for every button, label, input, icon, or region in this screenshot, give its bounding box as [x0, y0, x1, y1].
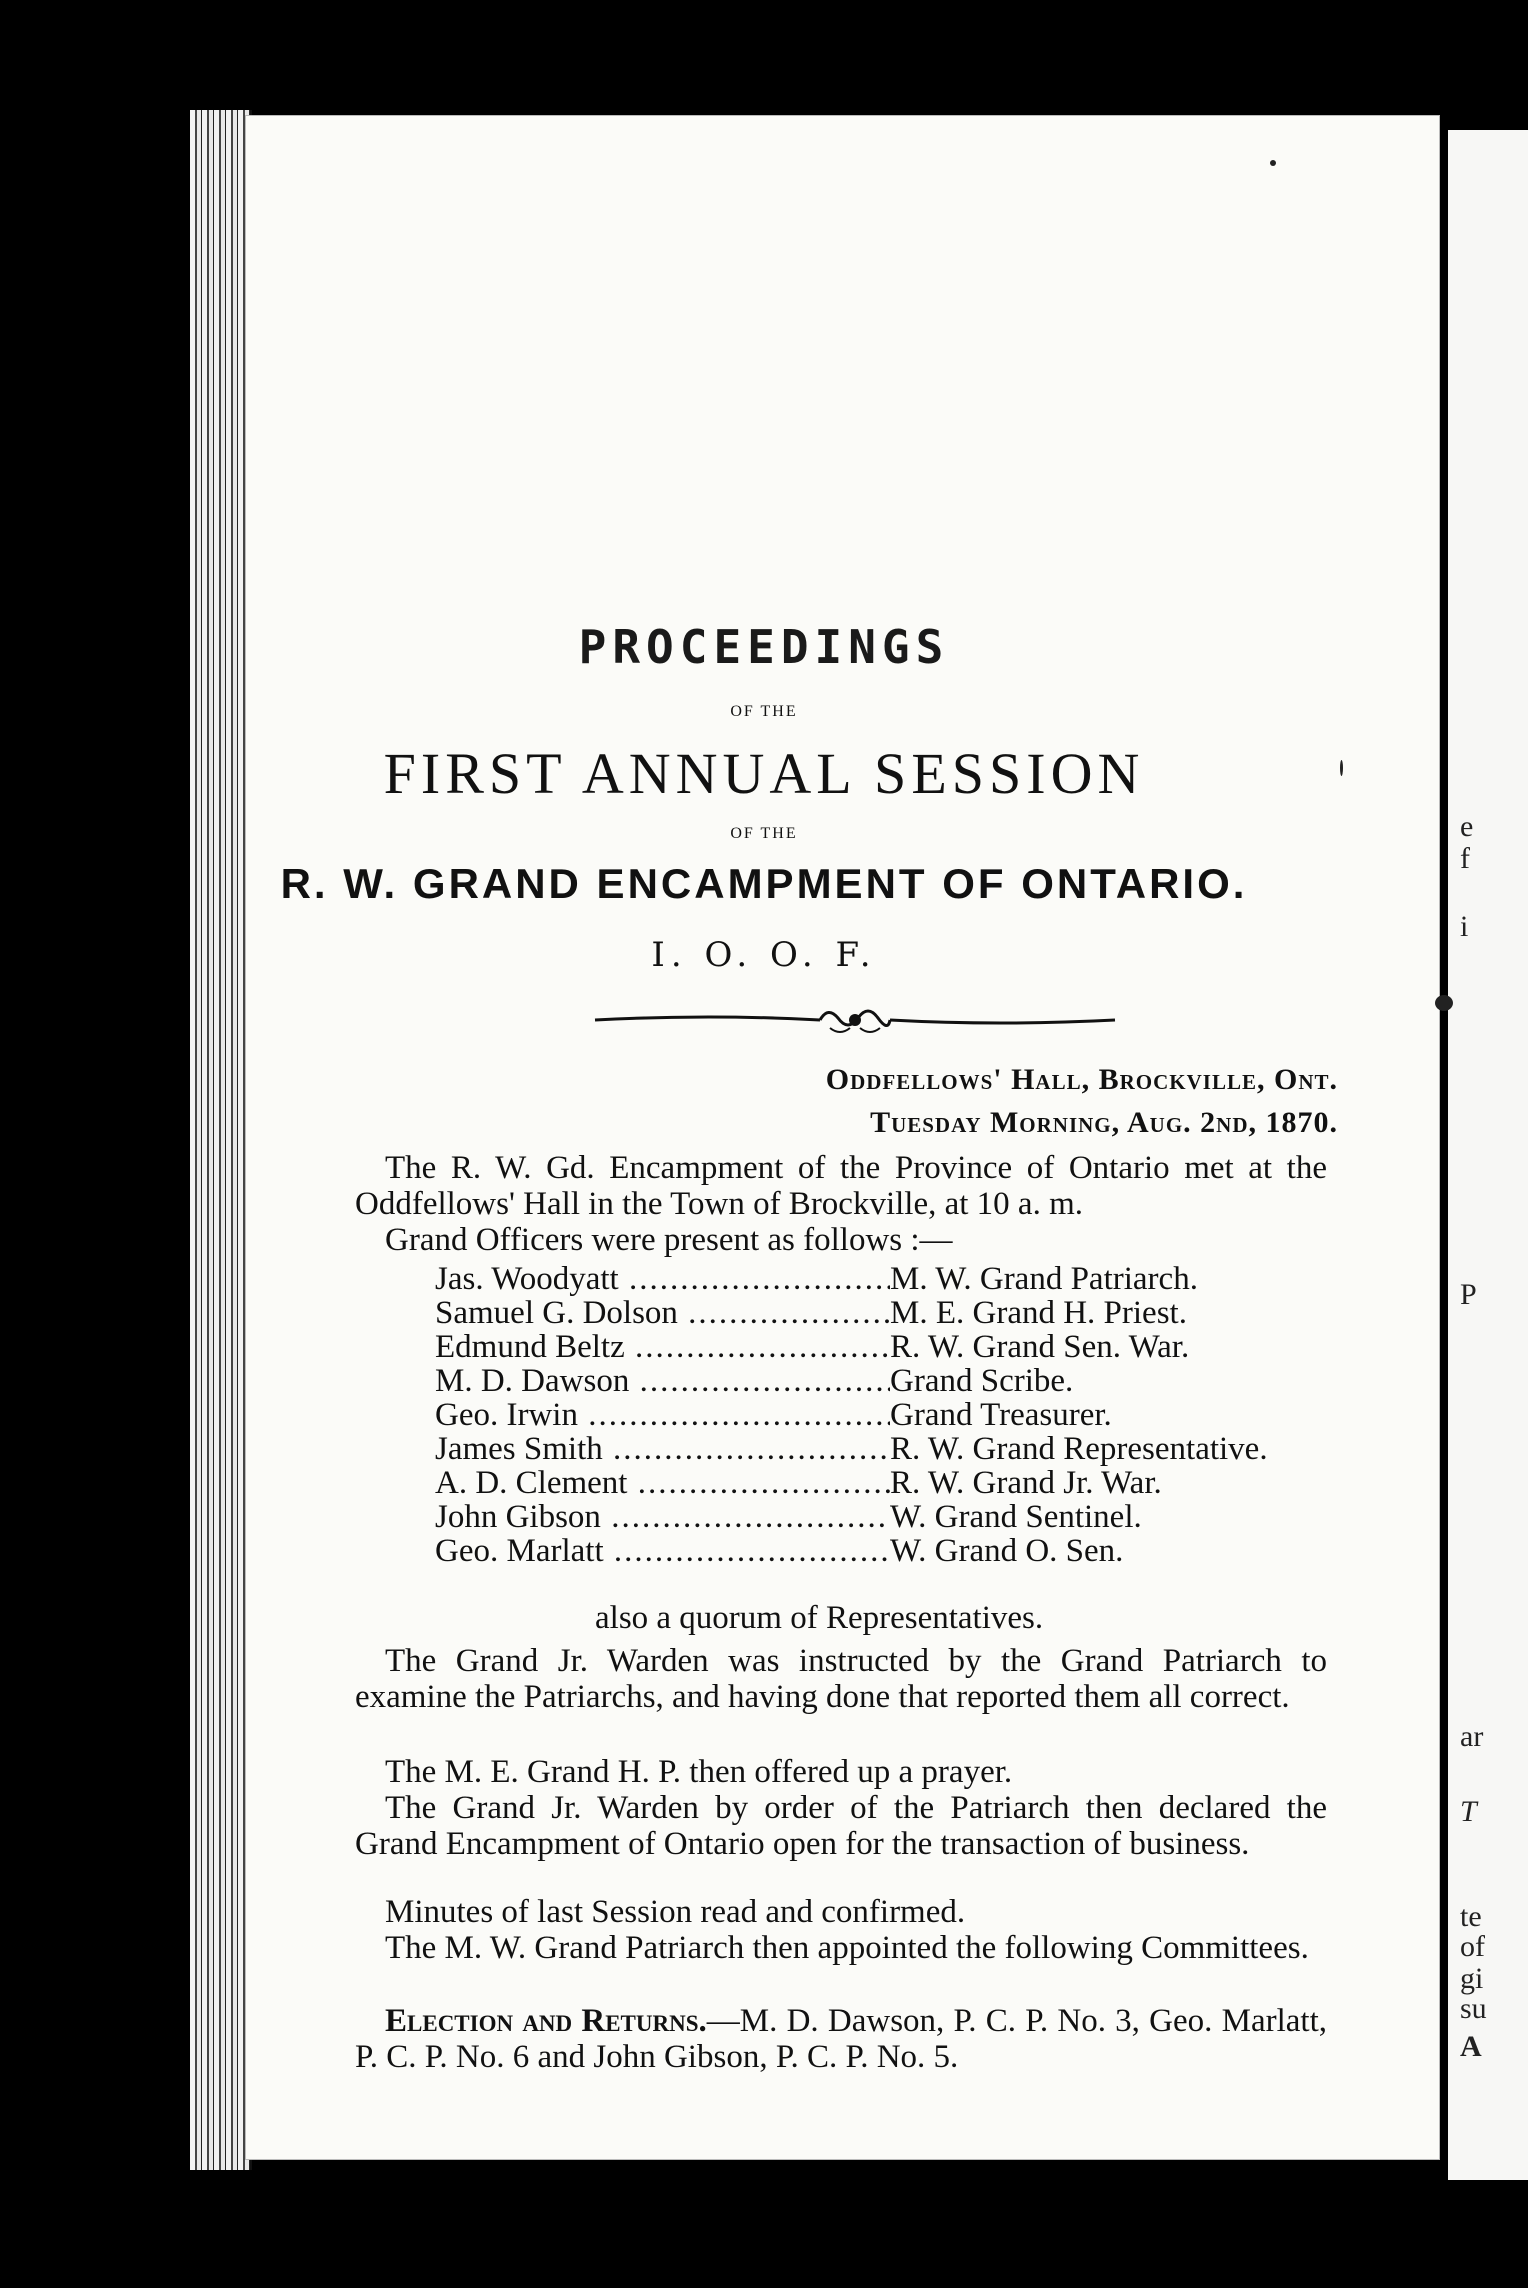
heading-of-the: OF THE: [730, 703, 798, 720]
officer-row: [435, 1364, 1335, 1398]
officer-name: Geo. Marlatt: [435, 1534, 604, 1568]
election-heading: Election and Returns.: [385, 2003, 707, 2039]
heading-encampment: R. W. GRAND ENCAMPMENT OF ONTARIO.: [280, 860, 1248, 907]
officer-name: Edmund Beltz: [435, 1330, 625, 1364]
page-edge-stack: [190, 110, 252, 2170]
officer-row: [435, 1262, 1335, 1296]
paragraph-declared: The Grand Jr. Warden by order of the Patriarch then declared the Grand Encampment of Ontario open for the transaction of business.: [355, 1790, 1327, 1862]
scan-speck: [1435, 995, 1453, 1011]
scan-speck: [1270, 160, 1276, 166]
officer-row: [435, 1296, 1335, 1330]
officer-title: M. W. Grand Patriarch.: [890, 1261, 1198, 1297]
adjacent-fragment: of: [1460, 1930, 1485, 1963]
officers-intro: Grand Officers were present as follows :—: [385, 1222, 953, 1258]
adjacent-fragment: P: [1460, 1278, 1477, 1311]
adjacent-page-strip: [1448, 130, 1528, 2180]
adjacent-fragment: ar: [1460, 1720, 1484, 1753]
paragraph-minutes: Minutes of last Session read and confirmed.: [385, 1894, 966, 1930]
officer-name: A. D. Clement: [435, 1466, 628, 1500]
adjacent-fragment: f: [1460, 842, 1470, 875]
adjacent-fragment: T: [1460, 1795, 1477, 1828]
officer-title: W. Grand O. Sen.: [890, 1533, 1124, 1569]
officer-name: Samuel G. Dolson: [435, 1296, 678, 1330]
officer-title: R. W. Grand Representative.: [890, 1431, 1268, 1467]
officer-title: R. W. Grand Sen. War.: [890, 1329, 1190, 1365]
officer-row: [435, 1398, 1335, 1432]
ornamental-rule: [590, 1000, 1120, 1040]
paragraph-committees: The M. W. Grand Patriarch then appointed the following Committees.: [385, 1930, 1309, 1966]
officer-name: Geo. Irwin: [435, 1398, 578, 1432]
officer-row: [435, 1466, 1335, 1500]
dateline-date: Tuesday Morning, Aug. 2nd, 1870.: [870, 1106, 1338, 1139]
adjacent-fragment: te: [1460, 1900, 1482, 1933]
quorum-line: also a quorum of Representatives.: [595, 1600, 1044, 1636]
officers-list: [435, 1262, 1335, 1568]
intro-paragraph: The R. W. Gd. Encampment of the Province of Ontario met at the Oddfellows' Hall in the Town of Brockville, at 10 a. m.: [355, 1150, 1327, 1222]
heading-order: I. O. O. F.: [651, 935, 877, 975]
officer-title: R. W. Grand Jr. War.: [890, 1465, 1162, 1501]
adjacent-fragment: e: [1460, 810, 1474, 843]
paragraph-election: [355, 2003, 1327, 2075]
paragraph-prayer: The M. E. Grand H. P. then offered up a prayer.: [385, 1754, 1013, 1790]
officer-row: [435, 1534, 1335, 1568]
officer-name: Jas. Woodyatt: [435, 1262, 619, 1296]
officer-name: M. D. Dawson: [435, 1364, 630, 1398]
officer-name: James Smith: [435, 1432, 603, 1466]
adjacent-fragment: gi: [1460, 1962, 1484, 1995]
heading-session: FIRST ANNUAL SESSION: [383, 741, 1145, 806]
adjacent-fragment: i: [1460, 910, 1469, 943]
officer-title: Grand Scribe.: [890, 1363, 1074, 1399]
heading-of-the: OF THE: [730, 825, 798, 842]
officer-title: M. E. Grand H. Priest.: [890, 1295, 1187, 1331]
officer-title: W. Grand Sentinel.: [890, 1499, 1142, 1535]
heading-proceedings: PROCEEDINGS: [578, 620, 950, 674]
officer-row: [435, 1500, 1335, 1534]
paragraph-examine: The Grand Jr. Warden was instructed by the Grand Patriarch to examine the Patriarchs, and having done that reported them all correct.: [355, 1643, 1327, 1715]
adjacent-fragment: A: [1460, 2030, 1482, 2063]
adjacent-fragment: su: [1460, 1992, 1487, 2025]
officer-row: [435, 1432, 1335, 1466]
officer-title: Grand Treasurer.: [890, 1397, 1112, 1433]
dateline-place: Oddfellows' Hall, Brockville, Ont.: [825, 1063, 1338, 1096]
election-text: —M. D. Dawson, P. C. P. No. 3, Geo. Marlatt, P. C. P. No. 6 and John Gibson, P. C. P. No. 5.: [355, 2003, 1327, 2075]
officer-row: [435, 1330, 1335, 1364]
officer-name: John Gibson: [435, 1500, 601, 1534]
